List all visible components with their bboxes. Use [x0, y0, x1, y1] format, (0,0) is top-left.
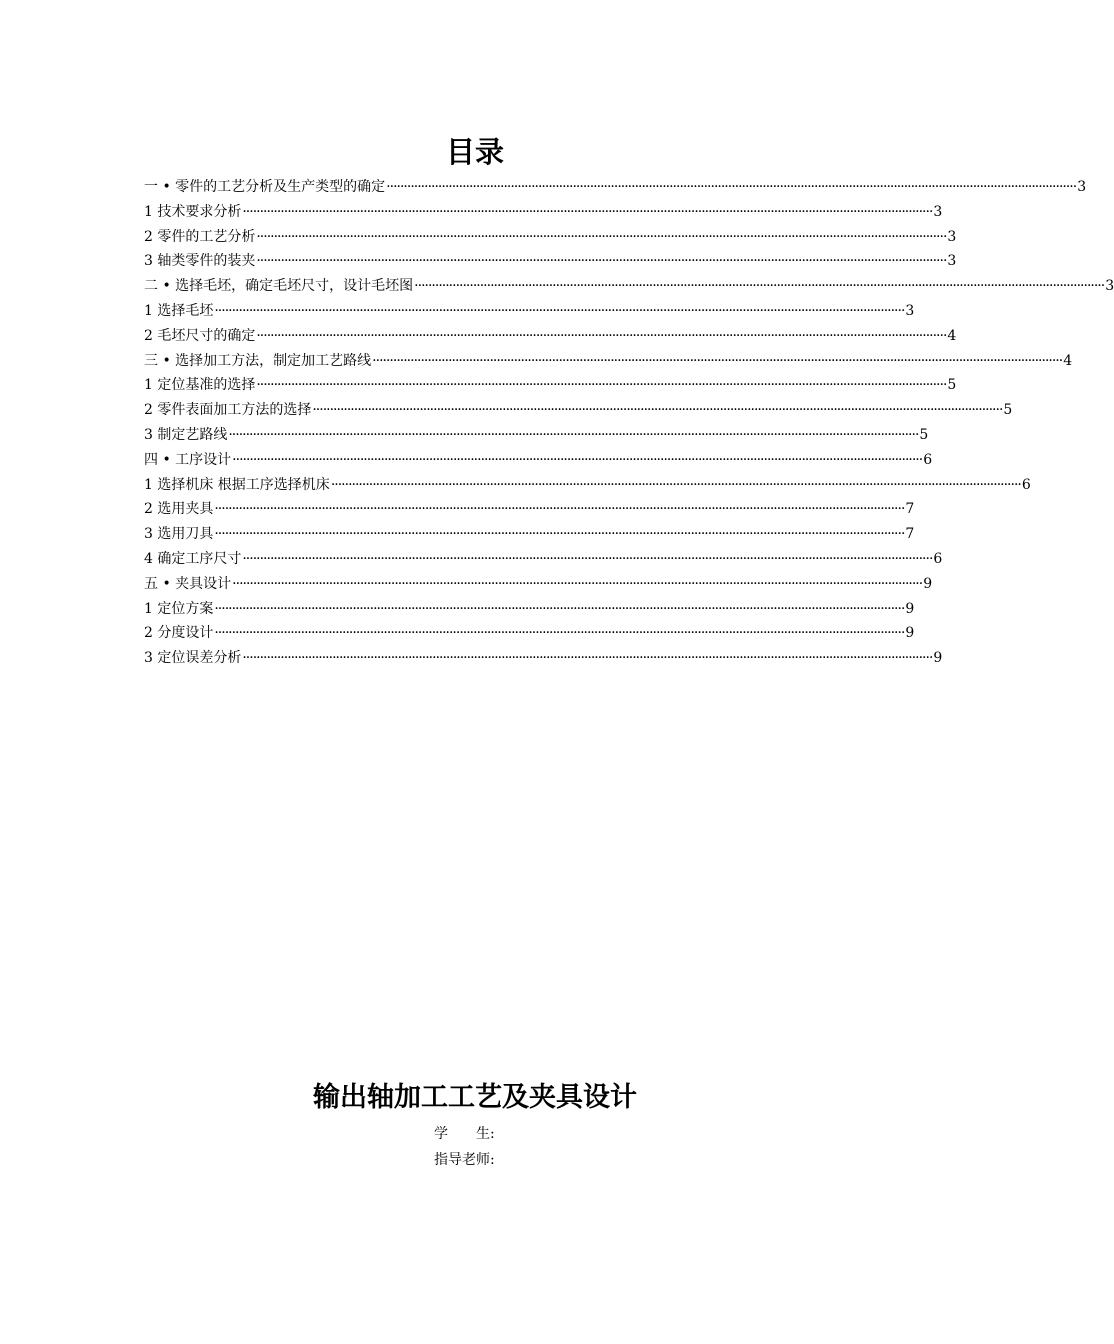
toc-entry-label: 3 定位误差分析 [144, 650, 242, 667]
toc-entry-page: 9 [905, 625, 915, 642]
toc-leader: ········································································································································································································ [256, 253, 947, 270]
toc-entry-label: 2 选用夹具 [144, 501, 214, 518]
toc-entry-page: 9 [923, 575, 933, 592]
toc-entry-label: 1 选择机床 根据工序选择机床 [144, 476, 330, 493]
toc-entry[interactable] [144, 299, 915, 324]
toc-entry-label: 五 • 夹具设计 [144, 575, 232, 592]
toc-entry[interactable] [144, 547, 943, 572]
toc-entry[interactable] [144, 175, 1087, 200]
toc-entry-page: 6 [933, 550, 943, 567]
toc-leader: ········································································································································································································ [414, 278, 1105, 295]
toc-leader: ········································································································································································································ [256, 327, 947, 344]
toc-entry[interactable] [144, 522, 915, 547]
toc-entry[interactable] [144, 200, 943, 225]
toc-entry-page: 9 [933, 650, 943, 667]
toc-leader: ········································································································································································································ [242, 650, 933, 667]
toc-leader: ········································································································································································································ [312, 402, 1003, 419]
toc-leader: ········································································································································································································ [214, 302, 905, 319]
toc-entry-page: 3 [1077, 179, 1087, 195]
toc-title: 目录 [445, 135, 504, 169]
toc-entry[interactable] [144, 572, 933, 597]
toc-entry-page: 9 [905, 600, 915, 617]
toc-leader: ········································································································································································································ [330, 476, 1021, 493]
toc-entry-page: 3 [947, 228, 957, 245]
toc-entry-page: 3 [1105, 278, 1114, 295]
toc-entry-label: 2 分度设计 [144, 625, 214, 642]
toc-entry-page: 3 [947, 253, 957, 270]
toc-entry-page: 5 [947, 377, 957, 394]
toc-entry-page: 6 [1021, 476, 1031, 493]
toc-entry-label: 2 零件的工艺分析 [144, 228, 256, 245]
toc-entry-label: 一 • 零件的工艺分析及生产类型的确定 [144, 179, 386, 195]
advisor-label: 指导老师: [434, 1152, 495, 1168]
toc-entry[interactable] [144, 274, 1114, 299]
document-title: 输出轴加工工艺及夹具设计 [313, 1082, 637, 1113]
toc-entry-label: 1 定位方案 [144, 600, 214, 617]
toc-entry-label: 3 轴类零件的装夹 [144, 253, 256, 270]
toc-entry[interactable] [144, 448, 933, 473]
toc-entry-page: 6 [923, 451, 933, 468]
toc-entry-page: 7 [905, 501, 915, 518]
toc-entry-page: 3 [933, 203, 943, 220]
toc-entry-label: 1 定位基准的选择 [144, 377, 256, 394]
toc-entry[interactable] [144, 398, 1013, 423]
toc-entry-page: 7 [905, 526, 915, 543]
toc-entry-label: 2 零件表面加工方法的选择 [144, 402, 312, 419]
toc-entry-label: 2 毛坯尺寸的确定 [144, 327, 256, 344]
toc-leader: ········································································································································································································ [232, 451, 923, 468]
student-label: 学 生: [434, 1126, 495, 1142]
toc-entry-label: 三 • 选择加工方法，制定加工艺路线 [144, 352, 372, 369]
toc-leader: ········································································································································································································ [214, 600, 905, 617]
toc-leader: ········································································································································································································ [214, 625, 905, 642]
toc-entry[interactable] [144, 225, 957, 250]
toc-entry[interactable] [144, 497, 915, 522]
toc-entry-page: 4 [947, 327, 957, 344]
toc-entry-label: 3 选用刀具 [144, 526, 214, 543]
toc-leader: ········································································································································································································ [386, 179, 1077, 195]
table-of-contents [144, 175, 1114, 671]
toc-entry[interactable] [144, 646, 943, 671]
toc-entry[interactable] [144, 597, 915, 622]
toc-leader: ········································································································································································································ [228, 426, 919, 443]
toc-entry[interactable] [144, 373, 957, 398]
toc-leader: ········································································································································································································ [232, 575, 923, 592]
toc-entry-label: 3 制定艺路线 [144, 426, 228, 443]
toc-entry-page: 4 [1063, 352, 1073, 369]
toc-leader: ········································································································································································································ [242, 550, 933, 567]
toc-entry[interactable] [144, 473, 1031, 498]
toc-entry-label: 1 技术要求分析 [144, 203, 242, 220]
toc-entry-label: 四 • 工序设计 [144, 451, 232, 468]
toc-entry-page: 5 [1003, 402, 1013, 419]
toc-leader: ········································································································································································································ [372, 352, 1063, 369]
toc-entry-label: 1 选择毛坯 [144, 302, 214, 319]
toc-leader: ········································································································································································································ [214, 501, 905, 518]
toc-entry[interactable] [144, 621, 915, 646]
toc-entry[interactable] [144, 349, 1073, 374]
toc-entry[interactable] [144, 423, 929, 448]
toc-entry-label: 二 • 选择毛坯，确定毛坯尺寸，设计毛坯图 [144, 278, 414, 295]
toc-leader: ········································································································································································································ [242, 203, 933, 220]
toc-leader: ········································································································································································································ [214, 526, 905, 543]
toc-entry-label: 4 确定工序尺寸 [144, 550, 242, 567]
toc-entry-page: 5 [919, 426, 929, 443]
toc-entry[interactable] [144, 249, 957, 274]
toc-leader: ········································································································································································································ [256, 228, 947, 245]
toc-entry[interactable] [144, 324, 957, 349]
toc-entry-page: 3 [905, 302, 915, 319]
toc-leader: ········································································································································································································ [256, 377, 947, 394]
